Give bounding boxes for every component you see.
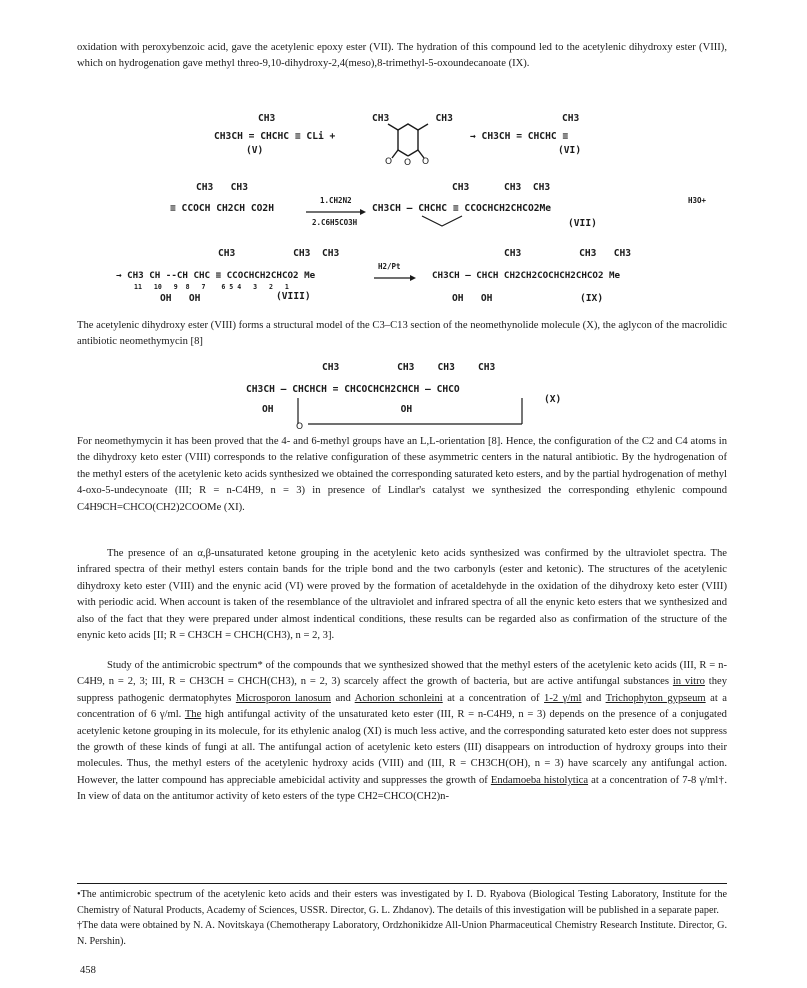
chem-vi-formula: → CH3CH = CHCHC ≡ [470, 131, 569, 142]
chem-ix-methyls: CH3 CH3 CH3 [504, 248, 632, 259]
chem-ix-formula: CH3CH — CHCH CH2CH2COCHCH2CHCO2 Me [432, 270, 621, 281]
chem-v-formula: CH3CH = CHCHC ≡ CLi + [214, 131, 336, 142]
text-segment: and [335, 692, 351, 704]
paragraph-antimicrobic [77, 658, 727, 806]
footnote-novitskaya: †The data were obtained by N. A. Novitskaya (Chemotherapy Laboratory, Ordzhonikidze All-Union Pharmaceutical Chemistry Research Institute. Director, G. N. Pershin). [77, 920, 727, 947]
underlined-term: Achorion schonleini [354, 692, 443, 704]
svg-text:O: O [404, 158, 412, 166]
text-segment: and [585, 692, 602, 704]
reaction-arrow [306, 208, 366, 216]
text-segment: at a concentration of 7-8 γ/ml†. In view of data on the antitumor activity of keto esters of the type CH2=CHCO(CH2)n- [77, 774, 727, 803]
chem-ix-hydroxyls: OH OH [452, 293, 493, 304]
paragraph-neomethynolide: The acetylenic dihydroxy ester (VIII) forms a structural model of the C3–C13 section of the neomethynolide molecule (X), the aglycon of the macrolidic antibiotic neomethymycin [8] [77, 320, 727, 348]
chem-v-label: (V) [246, 145, 264, 156]
intro-paragraph: oxidation with peroxybenzoic acid, gave the acetylenic epoxy ester (VII). The hydration of this compound led to the acetylenic dihydroxy ester (VIII), which on hydrogenation gave methyl threo-9,10-dihydroxy-2,4(meso),8-trimethyl-5-oxoundecanoate (IX). [77, 42, 727, 70]
underlined-term: Microsporon lanosum [235, 692, 331, 704]
epoxide-bridge [420, 214, 464, 230]
text-segment: high antifungal activity of the unsaturated keto ester (III, R = n-C4H9, n = 3) depends on the presence of a conjugated acetylenic ketone grouping in its molecule, for its ethylenic analog (XI) is much less active, and the corresponding saturated keto ester does not suppress the growth of these kinds of fungi at all. The antifungal action of acetylenic keto esters (III) disappears on introduction of hydroxy groups into their molecules. Thus, the methyl esters of the acetylenic hydroxy acids (VIII) and (III, R = CH3CH(OH), n = 3) have scarcely any antifungal action. However, the latter compound has appreciable amebicidal activity and suppresses the growth of [77, 709, 727, 786]
chem-viii-hydroxyls: OH OH [160, 293, 201, 304]
reaction-arrow-2 [374, 274, 416, 282]
chem-vi-methyls: CH3 CH3 [196, 182, 248, 193]
footnote-antimicrobic: •The antimicrobic spectrum of the acetylenic keto acids and their esters was investigated by I. D. Ryabova (Biological Testing Laboratory, Institute for the Chemistry of Natural Products, Academy of Sciences, USSR. Director, G. L. Zhdanov). The details of this investigation will be published in a separate paper. [77, 889, 727, 916]
svg-text:O: O [422, 157, 430, 166]
paragraph-spectra: The presence of an α,β-unsaturated ketone grouping in the acetylenic keto acids synthesized was confirmed by the ultraviolet spectra. The infrared spectra of their methyl esters contain bands for the triple bond and the two carbonyls (ester and ketonic). The structures of the acetylenic dihydroxy keto ester (VIII) and the enynic acid (VI) were proved by the formation of acetaldehyde in the oxidation of the dihydroxy keto ester (VIII) with periodic acid. When account is taken of the resemblance of the ultraviolet and infrared spectra of all the enynic keto esters that we synthesized and also of the fact that they were prepared under almost indentical conditions, these results can be regarded also as confirmation of the structure of the enynic keto acids [II; R = CH3CH = CHCH(CH3), n = 2, 3]. [77, 548, 727, 642]
chem-x-formula: CH3CH — CHCHCH = CHCOCHCH2CHCH — CHCO [246, 384, 460, 395]
chem-x-methyls: CH3 CH3 CH3 CH3 [322, 362, 496, 373]
underlined-term: Trichophyton gypseum [605, 692, 706, 704]
page-number: 458 [80, 965, 96, 976]
text-segment: at a concentration of 6 γ/ml. [77, 692, 727, 721]
chem-anhydride-substituents: CH3 CH3 [372, 113, 453, 124]
cyclic-anhydride-structure [380, 118, 450, 166]
text-segment: at a concentration of [447, 692, 540, 704]
chem-viii-formula: → CH3 CH --CH CHC ≡ CCOCHCH2CHCO2 Me [116, 270, 316, 281]
underlined-term: in vitro [672, 676, 705, 688]
arrow-reagent-2: 2.C6H5CO3H [312, 218, 358, 227]
chem-v-substituent: CH3 [258, 113, 276, 124]
chem-vi-acid: ≡ CCOCH CH2CH CO2H [170, 203, 274, 214]
underlined-term: 1-2 γ/ml [544, 692, 582, 704]
chem-viii-methyls: CH3 CH3 CH3 [218, 248, 340, 259]
footnotes [77, 883, 727, 949]
svg-text:O: O [296, 422, 304, 430]
chem-ix-label: (IX) [580, 293, 604, 304]
reagent-hydration: H3O+ [688, 196, 707, 205]
chem-vii-methyls: CH3 CH3 CH3 [452, 182, 551, 193]
chem-vii-formula: CH3CH — CHCHC ≡ CCOCHCH2CHCO2Me [372, 203, 552, 214]
chem-viii-numbering: 11 10 9 8 7 6 5 4 3 2 1 [134, 283, 289, 291]
chem-viii-label: (VIII) [276, 291, 311, 302]
text-segment: they suppress pathogenic dermatophytes [77, 676, 728, 704]
chem-vii-label: (VII) [568, 218, 597, 229]
paragraph-configuration: For neomethymycin it has been proved that the 4- and 6-methyl groups have an L,L-orientation [8]. Hence, the configuration of the C2 and C4 atoms in the dihydroxy keto ester (VIII) corresponds to the relative configuration of these asymmetric centers in the natural antibiotic. By the hydrogenation of the methyl esters of the acetylenic keto acids synthesized we obtained the corresponding saturated keto esters, and by the partial hydrogenation of methyl 4-oxo-5-undecynoate (III; R = n-C4H9, n = 3) in presence of Lindlar's catalyst we synthesized the corresponding ethylenic compound C4H9CH=CHCO(CH2)2COOMe (XI). [77, 436, 727, 513]
svg-text:O: O [385, 157, 393, 166]
underlined-term: Endamoeba histolytica [490, 774, 589, 786]
chem-vi-substituent: CH3 [562, 113, 580, 124]
underlined-term: The [184, 709, 202, 721]
lactone-ring-bond [296, 396, 528, 430]
chem-x-label: (X) [544, 394, 562, 405]
arrow-reagent-1: 1.CH2N2 [320, 196, 352, 205]
chem-x-hydroxyls: OH OH [262, 404, 413, 415]
chem-vi-label: (VI) [558, 145, 582, 156]
text-segment: Study of the antimicrobic spectrum* of the compounds that we synthesized showed that the methyl esters of the acetylenic keto acids (III, R = n-C4H9, n = 2, 3; III, R = CH3CH = CHCH(CH3), n = 2, 3) scarcely affect the growth of bacteria, but are active antifungal substances [77, 660, 727, 688]
reagent-hydrogenation: H2/Pt [378, 262, 401, 271]
